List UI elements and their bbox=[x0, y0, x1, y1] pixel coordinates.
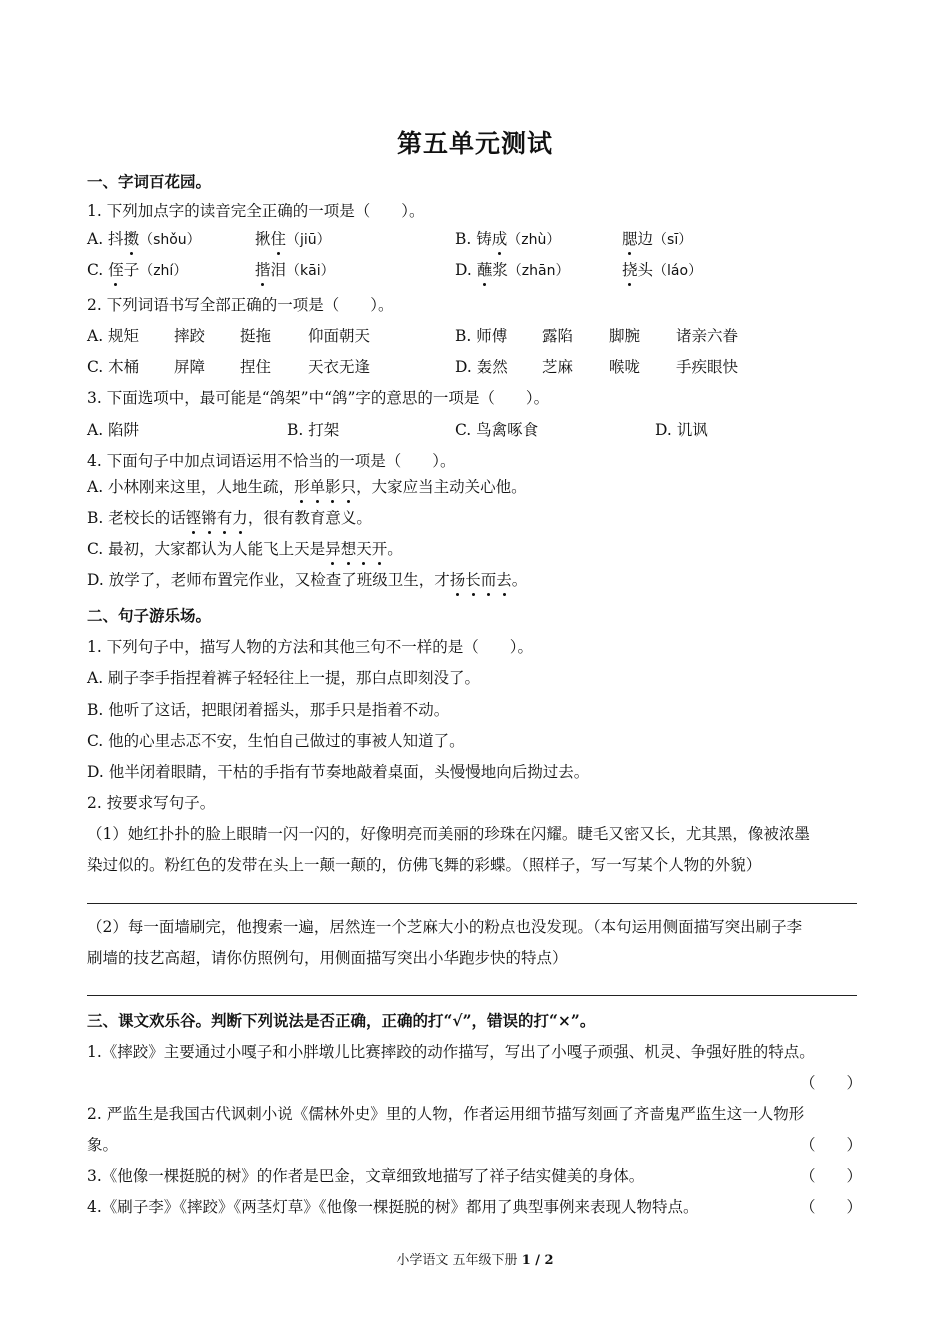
dotted-char: 影 bbox=[325, 478, 341, 496]
dotted-char: 腮 bbox=[622, 230, 638, 248]
dotted-phrase bbox=[186, 509, 248, 527]
dotted-phrase bbox=[450, 571, 512, 589]
text: D. bbox=[455, 261, 477, 279]
s1-q3-stem: 3. 下面选项中，最可能是“鸽架”中“鸽”字的意思的一项是（ ）。 bbox=[87, 389, 550, 407]
footer-text: 小学语文 五年级下册 bbox=[396, 1253, 522, 1268]
dotted-char: 单 bbox=[309, 478, 326, 496]
s1-q2-d-word: 手疾眼快 bbox=[676, 358, 739, 376]
text: 揪 bbox=[255, 230, 271, 248]
s2-q2-prompt-1-line-1: （1）她红扑扑的脸上眼睛一闪一闪的，好像明亮而美丽的珍珠在闪耀。睫毛又密又长，尤其黑，像被浓墨 bbox=[87, 825, 810, 843]
section-2-heading: 二、句子游乐场。 bbox=[87, 606, 212, 625]
dotted-char: 锵 bbox=[201, 509, 217, 527]
section-1-heading: 一、字词百花园。 bbox=[87, 172, 212, 191]
s1-q1-option-b1 bbox=[455, 228, 560, 251]
pinyin: （zhí） bbox=[139, 263, 188, 279]
s2-q2-prompt-2-line-2: 刷墙的技艺高超，请你仿照例句，用侧面描写突出小华跑步快的特点） bbox=[87, 949, 568, 967]
dotted-char: 想 bbox=[340, 540, 357, 558]
s1-q2-b-word: 脚腕 bbox=[609, 327, 641, 345]
dotted-char: 去 bbox=[496, 571, 512, 589]
s1-q1-option-c1 bbox=[87, 259, 187, 282]
s1-q2-d-word: 芝麻 bbox=[542, 358, 574, 376]
section-3-heading: 三、课文欢乐谷。判断下列说法是否正确，正确的打“√”，错误的打“×”。 bbox=[87, 1011, 596, 1030]
s3-item-1: 1.《摔跤》主要通过小嘎子和小胖墩儿比赛摔跤的动作描写，写出了小嘎子顽强、机灵、争强好胜的特点。 bbox=[87, 1043, 815, 1061]
s3-item-2-line-1: 2. 严监生是我国古代讽刺小说《儒林外史》里的人物，作者运用细节描写刻画了齐啬鬼严监生这一人物形 bbox=[87, 1105, 805, 1123]
s1-q2-a-word: 摔跤 bbox=[174, 327, 206, 345]
pinyin: （kāi） bbox=[286, 263, 335, 279]
s2-q1-option-b: B. 他听了这话，把眼闭着摇头，那手只是指着不动。 bbox=[87, 701, 450, 719]
s1-q2-a-word: 仰面朝天 bbox=[308, 327, 371, 345]
dotted-char: 蘸 bbox=[476, 261, 493, 279]
text: B. 老校长的话 bbox=[87, 509, 186, 527]
dotted-char: 形 bbox=[294, 478, 310, 496]
text: 浆 bbox=[492, 261, 508, 279]
s1-q3-option: B. 打架 bbox=[287, 421, 340, 439]
s2-q1-stem: 1. 下列句子中，描写人物的方法和其他三句不一样的是（ ）。 bbox=[87, 638, 533, 656]
s2-q2-stem: 2. 按要求写句子。 bbox=[87, 794, 216, 812]
dotted-char: 有 bbox=[216, 509, 233, 527]
page-number: 1 / 2 bbox=[521, 1253, 554, 1268]
dotted-char: 力 bbox=[232, 509, 248, 527]
s3-item-3: 3.《他像一棵挺脱的树》的作者是巴金，文章细致地描写了祥子结实健美的身体。 bbox=[87, 1167, 645, 1185]
dotted-phrase bbox=[294, 478, 356, 496]
pinyin: （zhù） bbox=[507, 232, 561, 248]
s1-q2-b-word: B. 师傅 bbox=[455, 327, 508, 345]
s1-q2-c-word: 捏住 bbox=[240, 358, 272, 376]
s1-q4-option-a bbox=[87, 476, 527, 498]
answer-line[interactable] bbox=[87, 903, 857, 904]
dotted-char: 成 bbox=[491, 230, 508, 248]
text: ，很有教育意义。 bbox=[247, 509, 372, 527]
s2-q2-prompt-1-line-2: 染过似的。粉红色的发带在头上一颠一颠的，仿佛飞舞的彩蝶。（照样子，写一写某个人物的外貌） bbox=[87, 856, 762, 874]
s1-q2-a-word: A. 规矩 bbox=[87, 327, 140, 345]
answer-parentheses[interactable]: （ ） bbox=[800, 1074, 863, 1092]
s1-q3-option: A. 陷阱 bbox=[87, 421, 140, 439]
dotted-char: 只 bbox=[340, 478, 357, 496]
page-title: 第五单元测试 bbox=[396, 129, 553, 158]
s2-q1-option-d: D. 他半闭着眼睛，干枯的手指有节奏地敲着桌面，头慢慢地向后拗过去。 bbox=[87, 763, 590, 781]
pinyin: （jiū） bbox=[286, 232, 331, 248]
s3-item-4: 4.《刷子李》《摔跤》《两茎灯草》《他像一棵挺脱的树》都用了典型事例来表现人物特点。 bbox=[87, 1198, 699, 1216]
s1-q1-option-d1 bbox=[455, 259, 569, 282]
s2-q1-option-c: C. 他的心里忐忑不安，生怕自己做过的事被人知道了。 bbox=[87, 732, 465, 750]
s1-q3-option: C. 鸟禽啄食 bbox=[455, 421, 539, 439]
s1-q1-option-b2 bbox=[622, 228, 692, 251]
text: C. bbox=[87, 261, 109, 279]
s1-q4-option-b bbox=[87, 507, 372, 529]
answer-parentheses[interactable]: （ ） bbox=[800, 1198, 863, 1216]
s3-item-2-line-2: 象。 bbox=[87, 1136, 119, 1154]
text: ，大家应当主动关心他。 bbox=[356, 478, 527, 496]
s1-q4-option-c bbox=[87, 538, 403, 560]
text: 边 bbox=[637, 230, 654, 248]
dotted-phrase bbox=[325, 540, 387, 558]
dotted-char: 铿 bbox=[185, 509, 202, 527]
dotted-char: 揩 bbox=[255, 261, 271, 279]
text: 。 bbox=[511, 571, 528, 589]
s1-q1-option-a1 bbox=[87, 228, 201, 251]
dotted-char: 长 bbox=[465, 571, 481, 589]
text: 。 bbox=[387, 540, 403, 558]
dotted-char: 擞 bbox=[123, 230, 140, 248]
s1-q3-option: D. 讥讽 bbox=[655, 421, 708, 439]
text: 泪 bbox=[270, 261, 287, 279]
s1-q1-stem: 1. 下列加点字的读音完全正确的一项是（ ）。 bbox=[87, 202, 425, 220]
s1-q1-option-d2 bbox=[622, 259, 702, 282]
text: A. 小林刚来这里，人地生疏， bbox=[87, 478, 295, 496]
pinyin: （láo） bbox=[653, 263, 703, 279]
dotted-char: 开 bbox=[371, 540, 388, 558]
dotted-char: 而 bbox=[480, 571, 497, 589]
s2-q2-prompt-2-line-1: （2）每一面墙刷完，他搜索一遍，居然连一个芝麻大小的粉点也没发现。（本句运用侧面描写突出刷子李 bbox=[87, 918, 803, 936]
s1-q1-option-c2 bbox=[255, 259, 335, 282]
page-footer bbox=[0, 1249, 950, 1268]
dotted-char: 天 bbox=[356, 540, 372, 558]
dotted-char: 挠 bbox=[622, 261, 638, 279]
s1-q2-stem: 2. 下列词语书写全部正确的一项是（ ）。 bbox=[87, 296, 394, 314]
pinyin: （shǒu） bbox=[139, 232, 201, 248]
s1-q2-c-word: 天衣无逢 bbox=[308, 358, 371, 376]
answer-line[interactable] bbox=[87, 995, 857, 996]
answer-parentheses[interactable]: （ ） bbox=[800, 1167, 863, 1185]
dotted-char: 异 bbox=[325, 540, 341, 558]
s1-q2-c-word: 屏障 bbox=[174, 358, 206, 376]
s1-q4-option-d bbox=[87, 569, 527, 591]
s2-q1-option-a: A. 刷子李手指捏着裤子轻轻往上一提，那白点即刻没了。 bbox=[87, 669, 481, 687]
dotted-char: 扬 bbox=[449, 571, 466, 589]
s1-q2-b-word: 诸亲六眷 bbox=[676, 327, 739, 345]
s1-q2-a-word: 挺拖 bbox=[240, 327, 272, 345]
answer-parentheses[interactable]: （ ） bbox=[800, 1136, 863, 1154]
text: D. 放学了，老师布置完作业，又检查了班级卫生，才 bbox=[87, 571, 450, 589]
s1-q1-option-a2 bbox=[255, 228, 331, 251]
dotted-char: 住 bbox=[270, 230, 287, 248]
text: C. 最初，大家都认为人能飞上天是 bbox=[87, 540, 326, 558]
s1-q4-stem: 4. 下面句子中加点词语运用不恰当的一项是（ ）。 bbox=[87, 452, 456, 470]
text: 子 bbox=[123, 261, 140, 279]
s1-q2-d-word: 喉咙 bbox=[609, 358, 641, 376]
dotted-char: 侄 bbox=[108, 261, 124, 279]
s1-q2-d-word: D. 轰然 bbox=[455, 358, 508, 376]
pinyin: （sī） bbox=[653, 232, 693, 248]
s1-q2-c-word: C. 木桶 bbox=[87, 358, 140, 376]
pinyin: （zhān） bbox=[507, 263, 570, 279]
text: B. 铸 bbox=[455, 230, 492, 248]
s1-q2-b-word: 露陷 bbox=[542, 327, 574, 345]
text: A. 抖 bbox=[87, 230, 124, 248]
text: 头 bbox=[637, 261, 654, 279]
